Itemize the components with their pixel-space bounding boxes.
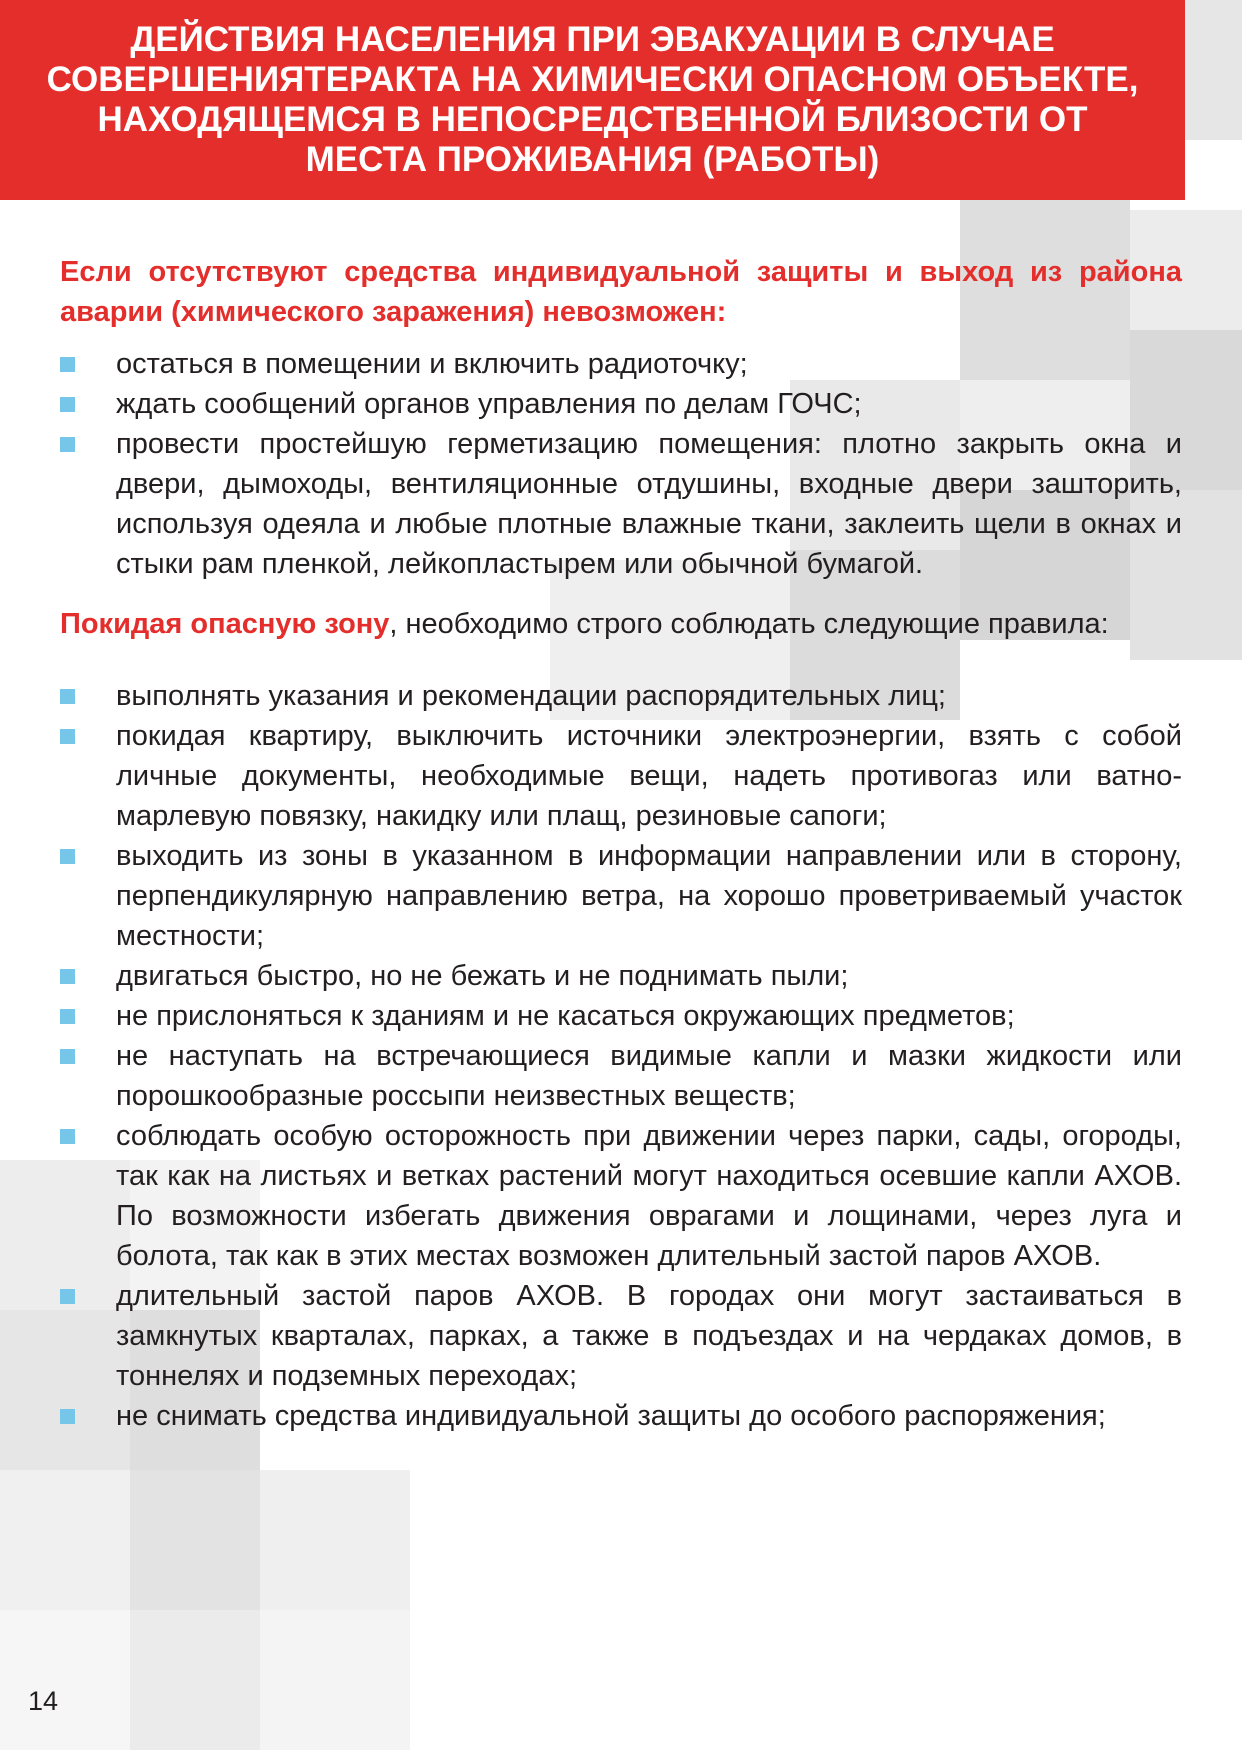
- square-bullet-icon: [60, 1409, 75, 1424]
- square-bullet-icon: [60, 1289, 75, 1304]
- section2-intro-highlight: Покидая опасную зону: [60, 608, 390, 640]
- list-item: выполнять указания и рекомендации распорядительных лиц;: [60, 676, 1182, 716]
- list-item: не прислоняться к зданиям и не касаться окружающих предметов;: [60, 996, 1182, 1036]
- section1-lead: Если отсутствуют средства индивидуальной защиты и выход из района аварии (химического заражения) невозможен:: [60, 256, 1182, 328]
- page-number: 14: [28, 1686, 59, 1716]
- list-item: ждать сообщений органов управления по делам ГОЧС;: [60, 384, 1182, 424]
- page-title: ДЕЙСТВИЯ НАСЕЛЕНИЯ ПРИ ЭВАКУАЦИИ В СЛУЧАЕ СОВЕРШЕНИЯТЕРАКТА НА ХИМИЧЕСКИ ОПАСНОМ ОБЪЕКТЕ, НАХОДЯЩЕМСЯ В НЕПОСРЕДСТВЕННОЙ БЛИЗОСТИ ОТ МЕСТА ПРОЖИВАНИЯ (РАБОТЫ): [46, 20, 1139, 179]
- square-bullet-icon: [60, 1129, 75, 1144]
- list-item: соблюдать особую осторожность при движении через парки, сады, огороды, так как на листьях и ветках растений могут находиться осевшие капли АХОВ. По возможности избегать движения оврагами и лощинами, через луга и болота, так как в этих местах возможен длительный застой паров АХОВ.: [60, 1116, 1182, 1276]
- square-bullet-icon: [60, 689, 75, 704]
- list-item: провести простейшую герметизацию помещения: плотно закрыть окна и двери, дымоходы, вентиляционные отдушины, входные двери зашторить, используя одеяла и любые плотные влажные ткани, заклеить щели в окнах и стыки рам пленкой, лейкопластырем или обычной бумагой.: [60, 424, 1182, 584]
- list-item: двигаться быстро, но не бежать и не поднимать пыли;: [60, 956, 1182, 996]
- square-bullet-icon: [60, 849, 75, 864]
- list-item: не наступать на встречающиеся видимые капли и мазки жидкости или порошкообразные россыпи неизвестных веществ;: [60, 1036, 1182, 1116]
- list-item: выходить из зоны в указанном в информации направлении или в сторону, перпендикулярную направлению ветра, на хорошо проветриваемый участок местности;: [60, 836, 1182, 956]
- list-item: длительный застой паров АХОВ. В городах они могут застаиваться в замкнутых кварталах, парках, а также в подъездах и на чердаках домов, в тоннелях и подземных переходах;: [60, 1276, 1182, 1396]
- main-content: [60, 252, 1182, 1436]
- list-item: не снимать средства индивидуальной защиты до особого распоряжения;: [60, 1396, 1182, 1436]
- list-item: остаться в помещении и включить радиоточку;: [60, 344, 1182, 384]
- list-item: покидая квартиру, выключить источники электроэнергии, взять с собой личные документы, необходимые вещи, надеть противогаз или ватно-марлевую повязку, накидку или плащ, резиновые сапоги;: [60, 716, 1182, 836]
- square-bullet-icon: [60, 969, 75, 984]
- square-bullet-icon: [60, 437, 75, 452]
- square-bullet-icon: [60, 1009, 75, 1024]
- square-bullet-icon: [60, 357, 75, 372]
- section1-list: [60, 344, 1182, 584]
- section2-intro-text: , необходимо строго соблюдать следующие правила:: [389, 608, 1109, 640]
- square-bullet-icon: [60, 729, 75, 744]
- square-bullet-icon: [60, 397, 75, 412]
- square-bullet-icon: [60, 1049, 75, 1064]
- section2-list: [60, 676, 1182, 1436]
- header-banner: [0, 0, 1185, 200]
- section2-intro: [60, 604, 1182, 644]
